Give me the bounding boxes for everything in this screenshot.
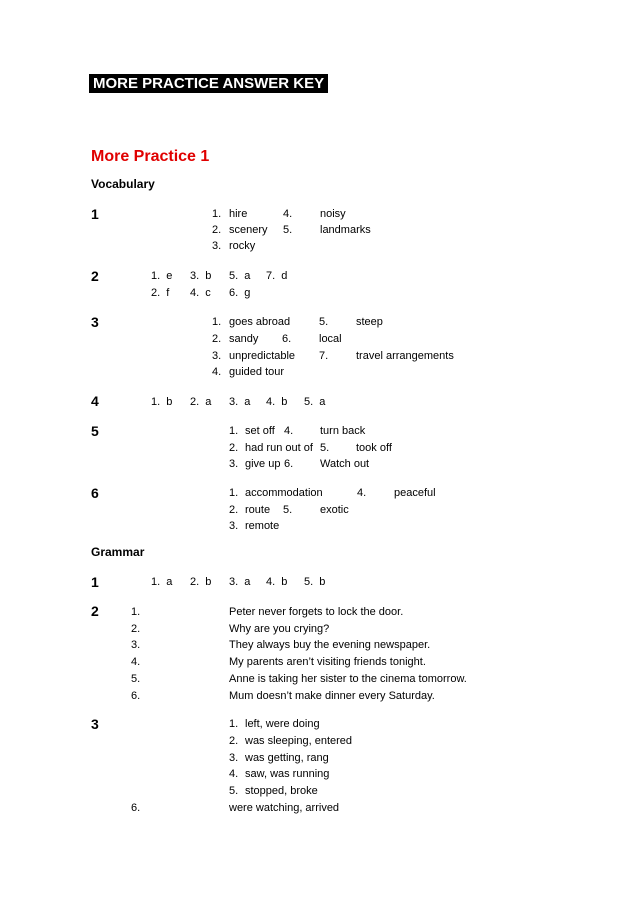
vocab-ex4-answer: 5. a [304,396,326,408]
vocab-ex3-item: 4. [212,366,222,378]
grammar-ex2-item: 5. [131,673,141,685]
vocab-ex5-item: 3. [229,458,239,470]
vocab-ex1-item: 3. [212,240,222,252]
vocab-ex2-number: 2 [91,268,99,284]
grammar-ex1-answer: 2. b [190,576,212,588]
vocab-ex4-answer: 3. a [229,396,251,408]
grammar-ex2-answer: Mum doesn’t make dinner every Saturday. [229,690,435,702]
vocab-ex3-number: 3 [91,314,99,330]
vocab-ex4-number: 4 [91,393,99,409]
section-title: More Practice 1 [91,148,210,165]
vocab-ex5-item: 6. [284,458,294,470]
vocab-ex5-answer: set off [245,425,275,437]
vocab-ex2-answer: 1. e [151,270,173,282]
vocab-ex1-answer: rocky [229,240,256,252]
grammar-ex2-answer: Why are you crying? [229,623,330,635]
vocab-ex1-item: 1. [212,208,222,220]
vocab-ex2-answer: 5. a [229,270,251,282]
vocabulary-heading: Vocabulary [91,177,155,191]
grammar-ex3-item: 4. [229,768,239,780]
grammar-ex3-answer: was getting, rang [245,752,329,764]
vocab-ex4-answer: 2. a [190,396,212,408]
vocab-ex2-answer: 6. g [229,287,251,299]
grammar-ex2-item: 4. [131,656,141,668]
vocab-ex5-answer: give up [245,458,281,470]
grammar-ex2-number: 2 [91,603,99,619]
grammar-ex2-item: 3. [131,639,141,651]
vocab-ex3-item: 2. [212,333,222,345]
grammar-ex1-answer: 4. b [266,576,288,588]
vocab-ex1-answer: hire [229,208,248,220]
vocab-ex5-item: 4. [284,425,294,437]
vocab-ex6-item: 4. [357,487,367,499]
vocab-ex5-item: 5. [320,442,330,454]
vocab-ex1-item: 5. [283,224,293,236]
vocab-ex3-item: 5. [319,316,329,328]
vocab-ex3-item: 6. [282,333,292,345]
grammar-ex3-answer: was sleeping, entered [245,735,353,747]
vocab-ex5-number: 5 [91,423,99,439]
grammar-ex3-answer: saw, was running [245,768,330,780]
vocab-ex6-item: 3. [229,520,239,532]
grammar-ex2-answer: They always buy the evening newspaper. [229,639,431,651]
grammar-ex3-item: 6. [131,802,141,814]
vocab-ex3-answer: local [319,333,342,345]
vocab-ex3-item: 1. [212,316,222,328]
vocab-ex3-answer: unpredictable [229,350,296,362]
vocab-ex5-answer: turn back [320,425,366,437]
grammar-ex3-answer: were watching, arrived [229,802,340,814]
grammar-ex1-answer: 3. a [229,576,251,588]
answer-key-banner: MORE PRACTICE ANSWER KEY [89,74,328,93]
vocab-ex6-item: 1. [229,487,239,499]
grammar-ex2-item: 2. [131,623,141,635]
vocab-ex2-answer: 4. c [190,287,211,299]
vocab-ex1-item: 4. [283,208,293,220]
vocab-ex5-answer: took off [356,442,392,454]
vocab-ex6-answer: peaceful [394,487,436,499]
grammar-ex3-item: 3. [229,752,239,764]
vocab-ex1-answer: noisy [320,208,346,220]
vocab-ex6-answer: exotic [320,504,349,516]
vocab-ex6-number: 6 [91,485,99,501]
vocab-ex5-answer: Watch out [320,458,370,470]
vocab-ex6-answer: remote [245,520,280,532]
vocab-ex1-answer: scenery [229,224,268,236]
grammar-ex3-number: 3 [91,716,99,732]
vocab-ex4-answer: 4. b [266,396,288,408]
grammar-ex3-item: 5. [229,785,239,797]
grammar-ex3-answer: left, were doing [245,718,320,730]
vocab-ex3-item: 7. [319,350,329,362]
vocab-ex5-answer: had run out of [245,442,313,454]
grammar-ex2-answer: Anne is taking her sister to the cinema tomorrow. [229,673,467,685]
vocab-ex4-answer: 1. b [151,396,173,408]
grammar-ex1-answer: 1. a [151,576,173,588]
grammar-ex2-answer: My parents aren’t visiting friends tonight. [229,656,426,668]
vocab-ex1-answer: landmarks [320,224,371,236]
vocab-ex1-item: 2. [212,224,222,236]
grammar-ex3-item: 2. [229,735,239,747]
vocab-ex3-answer: travel arrangements [356,350,454,362]
grammar-heading: Grammar [91,545,145,559]
vocab-ex2-answer: 3. b [190,270,212,282]
grammar-ex3-item: 1. [229,718,239,730]
grammar-ex1-answer: 5. b [304,576,326,588]
vocab-ex3-answer: steep [356,316,383,328]
grammar-ex2-item: 1. [131,606,141,618]
vocab-ex1-number: 1 [91,206,99,222]
vocab-ex2-answer: 2. f [151,287,170,299]
vocab-ex6-item: 2. [229,504,239,516]
grammar-ex2-answer: Peter never forgets to lock the door. [229,606,404,618]
grammar-ex1-number: 1 [91,574,99,590]
vocab-ex3-answer: sandy [229,333,259,345]
grammar-ex3-answer: stopped, broke [245,785,318,797]
vocab-ex3-item: 3. [212,350,222,362]
vocab-ex5-item: 1. [229,425,239,437]
vocab-ex2-answer: 7. d [266,270,288,282]
vocab-ex6-answer: accommodation [245,487,323,499]
vocab-ex5-item: 2. [229,442,239,454]
vocab-ex3-answer: goes abroad [229,316,291,328]
vocab-ex6-answer: route [245,504,271,516]
vocab-ex3-answer: guided tour [229,366,285,378]
grammar-ex2-item: 6. [131,690,141,702]
vocab-ex6-item: 5. [283,504,293,516]
